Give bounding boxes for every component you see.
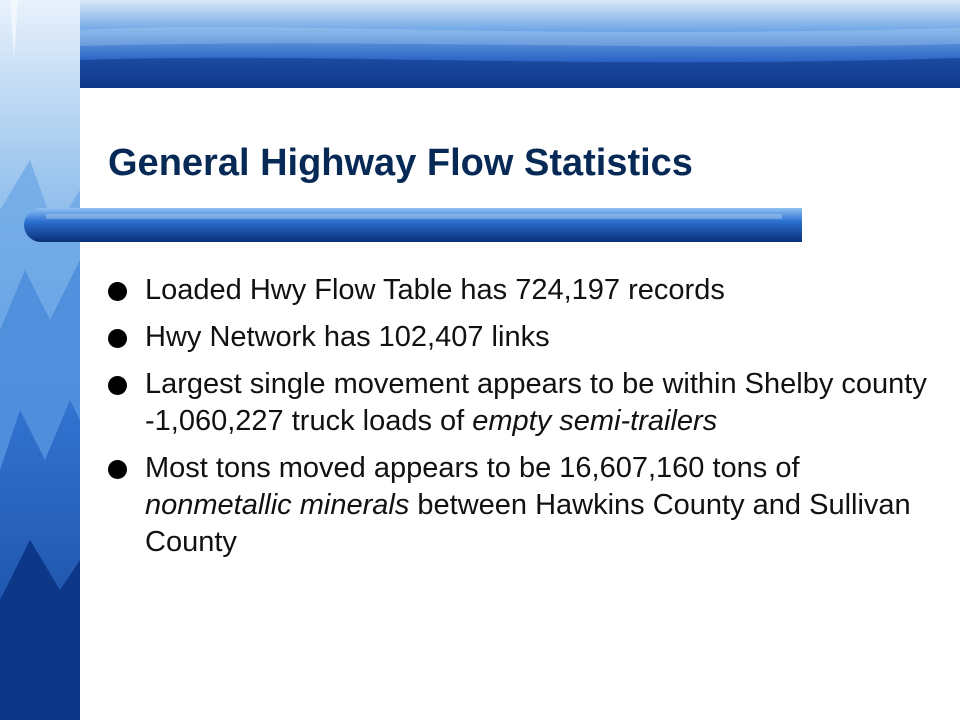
bullet-text: Most tons moved appears to be 16,607,160 tons of bbox=[145, 452, 800, 484]
bullet-marker bbox=[108, 460, 127, 479]
header-banner bbox=[80, 0, 960, 88]
bullet-marker bbox=[108, 282, 127, 301]
mountain-decoration bbox=[0, 0, 80, 720]
bullet-item bbox=[108, 450, 928, 561]
bullet-text: Largest single movement appears to be within Shelby county -1,060,227 truck loads of bbox=[145, 368, 927, 437]
bullet-item bbox=[108, 319, 928, 356]
bullet-item bbox=[108, 272, 928, 309]
bullet-text: Loaded Hwy Flow Table has 724,197 records bbox=[145, 274, 725, 306]
bullet-emphasis: empty semi-trailers bbox=[472, 405, 718, 437]
slide-title: General Highway Flow Statistics bbox=[108, 142, 693, 184]
bullet-text-end: between Hawkins County and Sullivan County bbox=[145, 489, 911, 558]
title-underline-bar bbox=[22, 206, 802, 244]
bullet-emphasis: nonmetallic minerals bbox=[145, 489, 410, 521]
bullet-item bbox=[108, 366, 928, 440]
bullet-marker bbox=[108, 329, 127, 348]
bullet-list bbox=[108, 272, 928, 571]
bullet-marker bbox=[108, 376, 127, 395]
bullet-text: Hwy Network has 102,407 links bbox=[145, 321, 550, 353]
